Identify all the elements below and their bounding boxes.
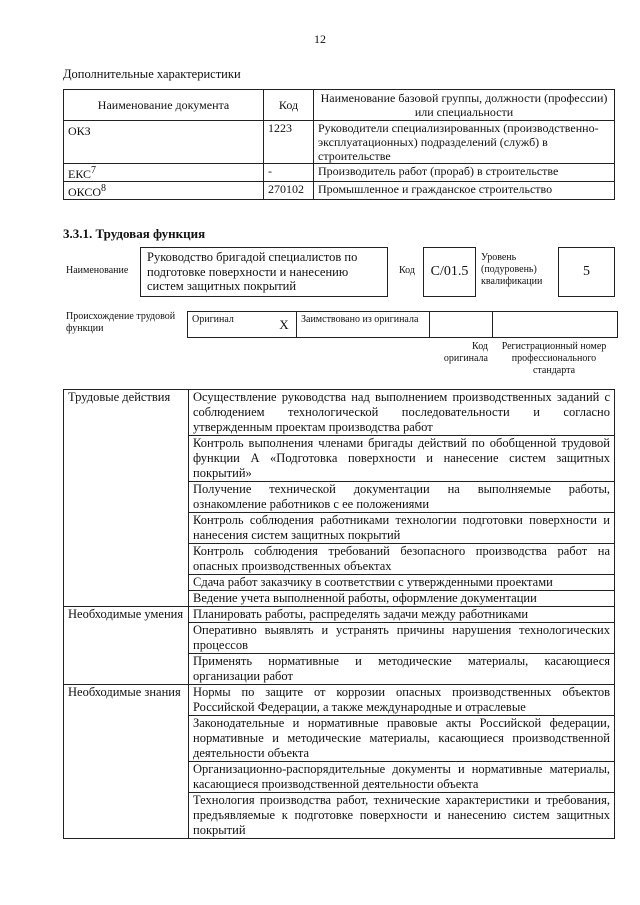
origin-original-cell [188,312,273,338]
table-cell: Законодательные и нормативные правовые акты Российской федерации, нормативные и методические материалы, касающиеся производственной деятельности объекта [189,716,615,762]
footnote-mark: 8 [101,183,107,194]
table-row [64,607,615,623]
table-cell: Оперативно выявлять и устранять причины нарушения технологических процессов [189,623,615,654]
table-row [64,164,615,182]
group-name: Руководители специализированных (производственно-эксплуатационных) подразделений (служб) в строительстве [314,121,615,164]
document-code: 1223 [264,121,314,164]
table-row [64,121,615,164]
column-header: Наименование документа [64,90,264,121]
document-name: ЕКС [68,167,92,181]
footnote-mark: 7 [91,165,97,176]
column-header: Код [264,90,314,121]
origin-code-cell [430,312,493,338]
qualification-level-label: Уровень (подуровень) квалификации [481,252,543,287]
table-header-row [64,90,615,121]
table-cell: Технология производства работ, технические характеристики и требования, предъявляемые к подготовке поверхности и нанесению систем защитных покрытий [189,793,615,839]
table-row [64,390,615,436]
table-cell: Организационно-распорядительные документы и нормативные материалы, касающиеся производственной деятельности объекта [189,762,615,793]
function-name-box: Руководство бригадой специалистов по подготовке поверхности и нанесению систем защитных покрытий [140,247,388,297]
name-label: Наименование [66,265,129,276]
origin-reg-label: Регистрационный номер профессионального стандарта [501,341,607,376]
labor-function-heading: 3.3.1. Трудовая функция [63,226,206,241]
table-cell: Получение технической документации на выполняемые работы, ознакомление работников с ее положениями [189,482,615,513]
document-name: ОКСО [68,185,102,199]
qualification-level-box: 5 [558,247,615,297]
document-name: ОКЗ [68,124,91,138]
origin-borrowed-label: Заимствовано из оригинала [297,312,430,338]
table-row [64,685,615,716]
column-header: Наименование базовой группы, должности (профессии) или специальности [314,90,615,121]
table-cell: Применять нормативные и методические материалы, касающиеся организации работ [189,654,615,685]
additional-characteristics-table [63,89,615,200]
code-label: Код [399,265,415,276]
category-labor-actions: Трудовые действия [64,390,189,607]
function-code-box: С/01.5 [423,247,476,297]
origin-code-label: Код оригинала [443,341,488,364]
table-cell: Осуществление руководства над выполнением производственных заданий с соблюдением технологической последовательности и согласно утвержденным проектам производства работ [189,390,615,436]
origin-reg-number-cell [493,312,618,338]
table-cell: Ведение учета выполненной работы, оформление документации [189,591,615,607]
origin-label: Происхождение трудовой функции [66,311,176,334]
table-cell: Контроль соблюдения требований безопасного производства работ на опасных производственных объектах [189,544,615,575]
page-number: 12 [314,32,326,46]
table-cell: Нормы по защите от коррозии опасных производственных объектов Российской Федерации, а также международные и отраслевые [189,685,615,716]
labor-function-table [63,389,615,839]
group-name: Промышленное и гражданское строительство [314,182,615,200]
document-code: 270102 [264,182,314,200]
origin-mark: X [272,312,297,338]
table-cell: Контроль выполнения членами бригады действий по обобщенной трудовой функции А «Подготовка поверхности и нанесение систем защитных покрытий» [189,436,615,482]
category-skills: Необходимые умения [64,607,189,685]
table-cell: Сдача работ заказчику в соответствии с утвержденными проектами [189,575,615,591]
table-row [64,182,615,200]
category-knowledge: Необходимые знания [64,685,189,839]
document-code: - [264,164,314,182]
group-name: Производитель работ (прораб) в строительстве [314,164,615,182]
table-cell: Планировать работы, распределять задачи между работниками [189,607,615,623]
additional-characteristics-heading: Дополнительные характеристики [63,67,241,81]
origin-table [187,311,618,338]
origin-original-label: Оригинал [192,314,234,325]
table-cell: Контроль соблюдения работниками технологии подготовки поверхности и нанесения систем защитных покрытий [189,513,615,544]
